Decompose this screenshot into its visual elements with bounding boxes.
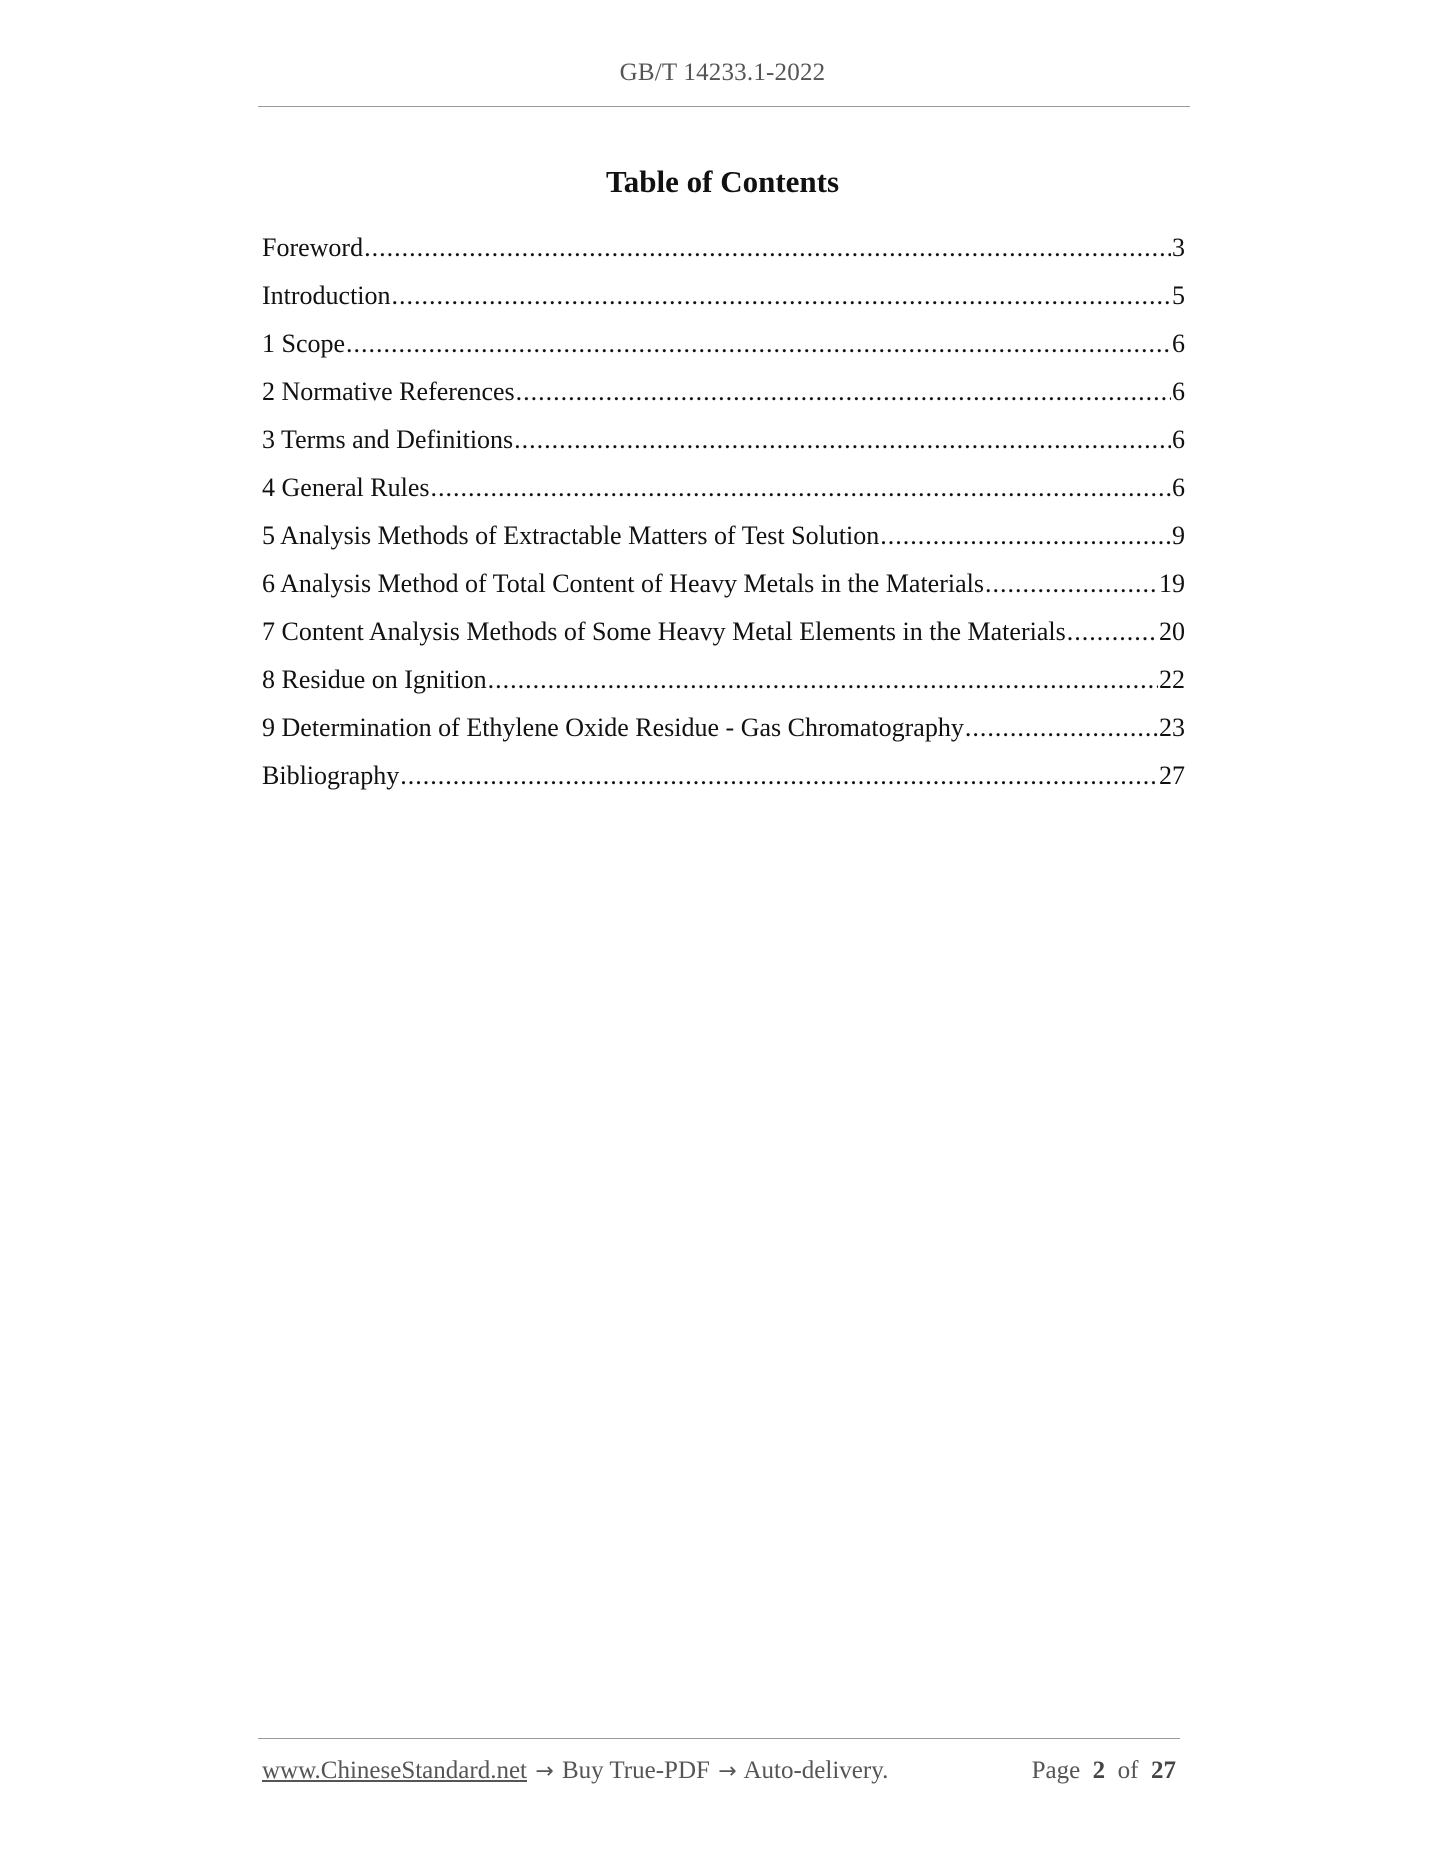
toc-entry-page: 6 (1172, 425, 1185, 454)
total-page-number: 27 (1151, 1757, 1176, 1784)
toc-entry-label: 1 Scope (262, 329, 346, 358)
toc-entry-page: 22 (1159, 665, 1185, 694)
site-link[interactable]: www.ChineseStandard.net (262, 1757, 527, 1784)
toc-entry-heavy-metals-total[interactable] (262, 560, 1185, 608)
toc-entry-label: 5 Analysis Methods of Extractable Matters of Test Solution (262, 521, 880, 550)
toc-leader-dots (516, 368, 1171, 416)
toc-entry-page: 6 (1172, 329, 1185, 358)
toc-entry-residue-ignition[interactable] (262, 656, 1185, 704)
toc-entry-introduction[interactable] (262, 272, 1185, 320)
toc-entry-page: 3 (1172, 233, 1185, 262)
toc-leader-dots (985, 560, 1158, 608)
toc-entry-extractable-matters[interactable] (262, 512, 1185, 560)
document-code-header: GB/T 14233.1-2022 (619, 59, 826, 86)
current-page-number: 2 (1092, 1757, 1106, 1784)
toc-leader-dots (364, 224, 1171, 272)
page-number-indicator (1032, 1757, 1176, 1785)
buy-true-pdf-text: Buy True-PDF (561, 1757, 710, 1784)
toc-entry-page: 6 (1172, 377, 1185, 406)
toc-entry-bibliography[interactable] (262, 752, 1185, 800)
of-word: of (1117, 1757, 1139, 1784)
page-footer (262, 1757, 1180, 1791)
toc-entry-page: 19 (1159, 569, 1185, 598)
toc-leader-dots (431, 464, 1171, 512)
toc-entry-page: 5 (1172, 281, 1185, 310)
toc-entry-label: 3 Terms and Definitions (262, 425, 514, 454)
toc-entry-label: 6 Analysis Method of Total Content of Heavy Metals in the Materials (262, 569, 984, 598)
toc-list (262, 224, 1185, 800)
toc-entry-heavy-metal-elements[interactable] (262, 608, 1185, 656)
toc-entry-page: 20 (1159, 617, 1185, 646)
toc-entry-label: 7 Content Analysis Methods of Some Heavy Metal Elements in the Materials (262, 617, 1066, 646)
toc-entry-page: 27 (1159, 761, 1185, 790)
toc-entry-label: 9 Determination of Ethylene Oxide Residue - Gas Chromatography (262, 713, 964, 742)
toc-entry-page: 6 (1172, 473, 1185, 502)
header-divider (258, 106, 1190, 107)
toc-entry-general-rules[interactable] (262, 464, 1185, 512)
toc-leader-dots (346, 320, 1171, 368)
toc-entry-normative-references[interactable] (262, 368, 1185, 416)
auto-delivery-text: Auto-delivery. (743, 1757, 889, 1784)
toc-leader-dots (965, 704, 1158, 752)
toc-entry-terms-definitions[interactable] (262, 416, 1185, 464)
toc-leader-dots (488, 656, 1158, 704)
toc-entry-foreword[interactable] (262, 224, 1185, 272)
toc-entry-scope[interactable] (262, 320, 1185, 368)
right-arrow-icon: → (718, 1759, 737, 1784)
toc-entry-label: Foreword (262, 233, 364, 262)
toc-entry-label: 8 Residue on Ignition (262, 665, 487, 694)
toc-leader-dots (400, 752, 1158, 800)
footer-purchase-line (262, 1757, 888, 1785)
toc-leader-dots (1067, 608, 1158, 656)
toc-leader-dots (880, 512, 1171, 560)
toc-entry-label: Bibliography (262, 761, 400, 790)
toc-entry-label: 2 Normative References (262, 377, 515, 406)
toc-title: Table of Contents (605, 164, 840, 199)
toc-entry-page: 9 (1172, 521, 1185, 550)
page-word: Page (1031, 1757, 1081, 1784)
toc-leader-dots (514, 416, 1171, 464)
toc-entry-ethylene-oxide[interactable] (262, 704, 1185, 752)
toc-leader-dots (392, 272, 1171, 320)
toc-entry-label: 4 General Rules (262, 473, 430, 502)
footer-divider (258, 1738, 1180, 1739)
right-arrow-icon: → (535, 1759, 554, 1784)
toc-entry-page: 23 (1159, 713, 1185, 742)
toc-entry-label: Introduction (262, 281, 391, 310)
